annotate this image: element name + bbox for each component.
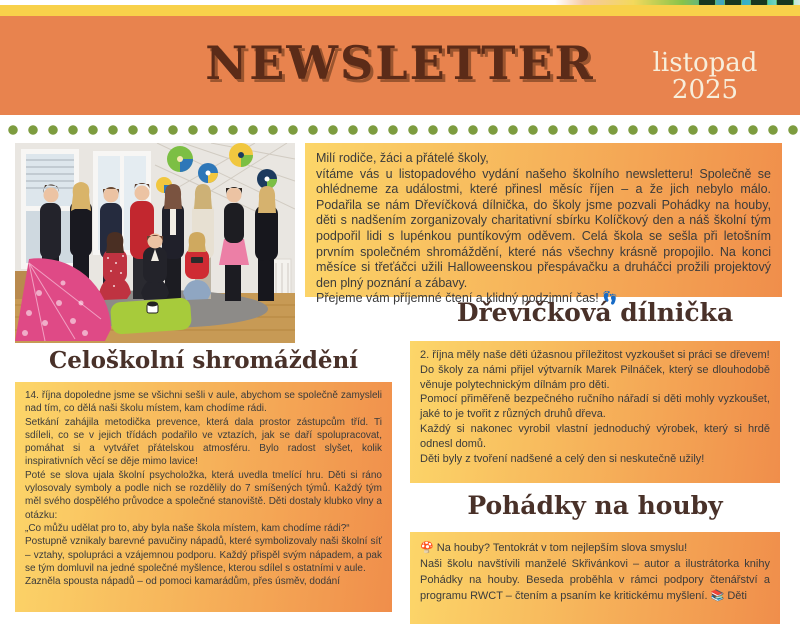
article-workshop-title: Dřevíčková dílnička: [456, 298, 734, 327]
article-mushrooms-title: Pohádky na houby: [467, 491, 723, 520]
article-paragraph: Postupně vznikaly barevné pavučiny nápadů, které symbolizovaly naši školní síť – vztahy, spolupráci a vzájemnou podporu. Každý přispěl svým nápadem, a pak se tým domluvil na jedné společné myšlence, kterou sdílel s ostatními v aule.: [25, 536, 382, 574]
issue-year: 2025: [671, 75, 739, 105]
intro-panel: [305, 143, 782, 306]
masthead-banner: [0, 16, 800, 115]
article-assembly-panel: [15, 382, 392, 612]
article-paragraph: Poté se slova ujala školní psycholožka, která uvedla tmelící hru. Děti si ráno vylosovaly symboly a podle nich se rozdělily do 7 smíšených týmů. Každý tým měl svého dospělého průvodce a společné stanoviště. Děti dostaly klubko vlny a otázku:: [25, 469, 382, 521]
dotted-divider: [0, 123, 800, 137]
article-paragraph: Do školy za námi přijel výtvarník Marek Pilnáček, který se dlouhodobě věnuje polytechnickým dílnám pro děti.: [420, 363, 770, 391]
article-paragraph: Pomocí přiměřeně bezpečného ručního nářadí si děti mohly vyzkoušet, jaké to je tvořit z různých druhů dřeva.: [420, 393, 770, 421]
article-paragraph: 2. října měly naše děti úžasnou příležitost vyzkoušet si práci se dřevem!: [420, 349, 770, 361]
intro-closing: Přejeme vám příjemné čtení a klidný podzimní čas! 👣: [316, 291, 618, 306]
staff-group-photo: [15, 143, 295, 343]
article-mushrooms-panel: [410, 532, 780, 624]
article-paragraph: Setkání zahájila metodička prevence, která dala prostor zástupcům tříd. Ti sdíleli, co se v jejich třídách podařilo ve vztazích, jak se daří spolupracovat, pomáhat si a vytvářet přátelskou atmosféru. Bylo radost slyšet, kolik inspirativních věcí se děje mimo lavice!: [25, 416, 382, 468]
newsletter-title: NEWSLETTER: [205, 36, 595, 90]
article-paragraph: Naši školu navštívili manželé Skřivánkovi – autor a ilustrátorka knihy Pohádky na houby. Beseda proběhla v rámci podpory čtenářství a programu RWCT – čtením a psaním ke kritickému myšlení. 📚 Děti: [420, 558, 770, 602]
photo-blanket: [110, 297, 192, 335]
article-paragraph: 14. října dopoledne jsme se všichni sešli v aule, abychom se společně zamysleli nad tím, co dělá naši školu místem, kam chodíme rádi.: [25, 390, 382, 415]
article-assembly-title: Celoškolní shromáždění: [48, 347, 359, 374]
article-paragraph: Zazněla spousta nápadů – od pomoci kamarádům, přes úsměv, dodání: [25, 576, 340, 588]
article-paragraph: Děti byly z tvoření nadšené a celý den si neskutečně užily!: [420, 452, 705, 465]
article-paragraph: 🍄 Na houby? Tentokrát v tom nejlepším slova smyslu!: [420, 542, 688, 554]
article-workshop-panel: [410, 341, 780, 483]
issue-date: [625, 50, 785, 104]
article-paragraph: Každý si nakonec vyrobil vlastní jednoduchý výrobek, který si hrdě odnesl domů.: [420, 422, 770, 450]
issue-month: listopad: [652, 48, 758, 78]
intro-salutation: Milí rodiče, žáci a přátelé školy,: [316, 151, 489, 165]
article-quote: „Co můžu udělat pro to, aby byla naše škola místem, kam chodíme rádi?“: [25, 522, 350, 534]
masthead-accent-stripe: [0, 5, 800, 16]
photo-kneeling-people: [99, 232, 211, 300]
intro-body: vítáme vás u listopadového vydání našeho školního newsletteru! Společně se ohlédneme za událostmi, které přinesl měsíc říjen – a že jich nebylo málo. Podařila se nám Dřevíčková dílnička, do školy jsme pozvali Pohádky na houby, děti s nadšením zorganizovaly charitativní sbírku Kolíčkový den a náš školní tým podpořil lidi s lupénkou puntíkovým oděvem. Celá škola se sešla při letošním prvním společném shromáždění, které nás všechny krásně propojilo. Na konci měsíce si třeťáčci užili Halloweenskou přespávačku a druháčci prožili projektový den plný poznání a zábavy.: [316, 166, 771, 290]
